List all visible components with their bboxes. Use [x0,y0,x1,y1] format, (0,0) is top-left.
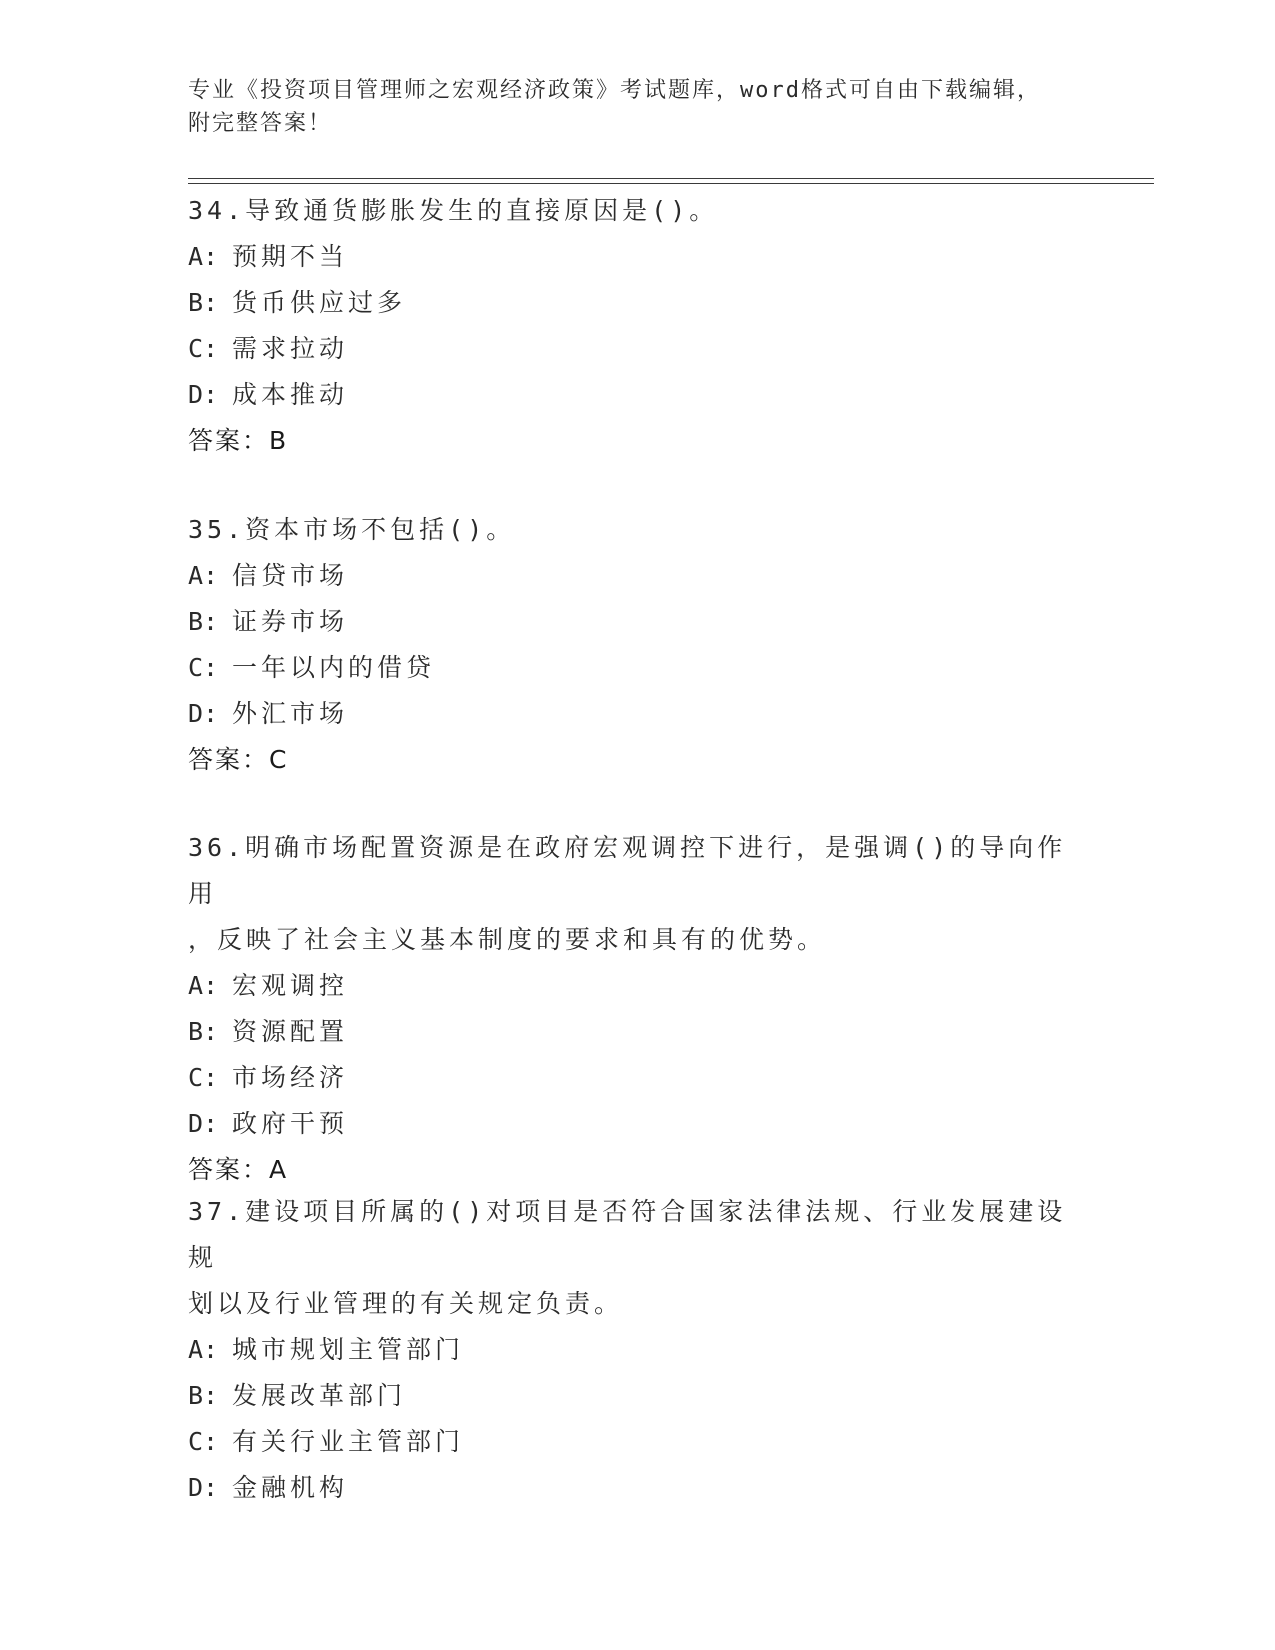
option-b [188,280,1088,326]
header-divider-top [188,178,1154,179]
question-36 [188,825,1088,1193]
option-text: 货币供应过多 [232,288,407,317]
option-c [188,645,1088,691]
option-letter: A: [188,971,219,1000]
question-stem-line-1: 37.建设项目所属的()对项目是否符合国家法律法规、行业发展建设规 [188,1197,1067,1272]
question-stem-line-2: ，反映了社会主义基本制度的要求和具有的优势。 [188,925,827,954]
option-letter: A: [188,561,219,590]
header-divider-bottom [188,183,1154,184]
option-c [188,1419,1088,1465]
question-35 [188,507,1088,783]
question-stem: 34.导致通货膨胀发生的直接原因是()。 [188,196,719,225]
option-text: 资源配置 [232,1017,349,1046]
option-b [188,1009,1088,1055]
option-letter: D: [188,1473,219,1502]
question-37 [188,1189,1088,1511]
question-stem-line-2: 划以及行业管理的有关规定负责。 [188,1289,624,1318]
option-d [188,372,1088,418]
option-c [188,1055,1088,1101]
option-d [188,1465,1088,1511]
option-b [188,1373,1088,1419]
option-letter: C: [188,653,219,682]
option-a [188,234,1088,280]
option-b [188,599,1088,645]
question-stem-line-1: 36.明确市场配置资源是在政府宏观调控下进行，是强调()的导向作用 [188,833,1067,908]
option-letter: B: [188,607,219,636]
option-text: 预期不当 [232,242,349,271]
option-a [188,1327,1088,1373]
option-letter: A: [188,242,219,271]
option-text: 一年以内的借贷 [232,653,436,682]
option-d [188,691,1088,737]
answer-label: 答案：B [188,426,289,455]
option-text: 市场经济 [232,1063,349,1092]
option-letter: D: [188,699,219,728]
option-text: 发展改革部门 [232,1381,407,1410]
option-text: 宏观调控 [232,971,349,1000]
option-a [188,963,1088,1009]
option-letter: C: [188,334,219,363]
option-letter: C: [188,1063,219,1092]
option-letter: A: [188,1335,219,1364]
option-letter: B: [188,1381,219,1410]
header-line-1: 专业《投资项目管理师之宏观经济政策》考试题库，word格式可自由下载编辑， [188,78,1041,103]
answer-label: 答案：C [188,745,289,774]
option-text: 成本推动 [232,380,349,409]
option-letter: D: [188,1109,219,1138]
option-text: 城市规划主管部门 [232,1335,465,1364]
option-letter: B: [188,288,219,317]
option-letter: D: [188,380,219,409]
option-letter: B: [188,1017,219,1046]
option-c [188,326,1088,372]
option-d [188,1101,1088,1147]
option-text: 证券市场 [232,607,349,636]
question-stem: 35.资本市场不包括()。 [188,515,516,544]
document-header [188,74,1068,140]
header-line-2: 附完整答案！ [188,111,333,136]
option-letter: C: [188,1427,219,1456]
option-a [188,553,1088,599]
option-text: 需求拉动 [232,334,349,363]
option-text: 政府干预 [232,1109,349,1138]
answer-label: 答案：A [188,1155,289,1184]
question-34 [188,188,1088,464]
option-text: 有关行业主管部门 [232,1427,465,1456]
option-text: 外汇市场 [232,699,349,728]
option-text: 信贷市场 [232,561,349,590]
option-text: 金融机构 [232,1473,349,1502]
